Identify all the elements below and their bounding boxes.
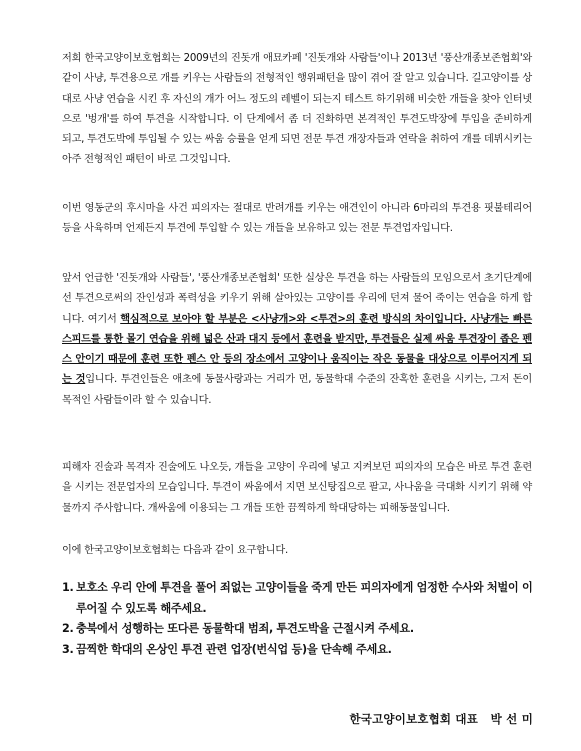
paragraph-testimony	[62, 458, 532, 519]
paragraph-testimony-text: 피해자 진술과 목격자 진술에도 나오듯, 개들을 고양이 우리에 넣고 지켜보던 피의자의 모습은 바로 투견 훈련을 시키는 전문업자의 모습입니다. 투견이 싸움에서 지면 보신탕집으로 팔고, 사나움을 극대화 시키기 위해 약물까지 주사합니다. 개싸움에 이용되는 그 개들 또한 끔찍하게 학대당하는 피해동물입니다.	[62, 462, 532, 514]
paragraph-intro	[62, 49, 532, 171]
paragraph-demand-intro	[62, 541, 532, 561]
demand-number: 1.	[62, 581, 74, 594]
paragraph-training-part2: 입니다. 투견인들은 애초에 동물사랑과는 거리가 먼, 동물학대 수준의 잔혹한 훈련을 시키는, 그저 돈이 목적인 사람들이라 할 수 있습니다.	[62, 374, 533, 406]
paragraph-intro-text: 저희 한국고양이보호협회는 2009년의 진돗개 애묘카페 '진돗개와 사람들'이나 2013년 '풍산개종보존협회'와 같이 사냥, 투견용으로 개를 키우는 사람들의 전형적인 행위패턴을 많이 겪어 잘 알고 있습니다. 길고양이를 상대로 사냥 연습을 시킨 후 자신의 개가 어느 정도의 레벨이 되는지 테스트 하기위해 비슷한 개들을 찾아 인터넷으로 '벙개'를 하여 투견을 시작합니다. 이 단계에서 좀 더 진화하면 본격적인 투견도박장에 투입을 준비하게 되고, 투견도박에 투입될 수 있는 싸움 승률을 얻게 되면 전문 투견 개장자들과 연락을 취하여 개를 데뷔시키는 아주 전형적인 패턴이 바로 그것입니다.	[62, 53, 532, 166]
paragraph-demand-intro-text: 이에 한국고양이보호협회는 다음과 같이 요구합니다.	[62, 545, 288, 556]
demand-item	[62, 640, 542, 661]
demand-text: 끔찍한 학대의 온상인 투견 관련 업장(번식업 등)을 단속해 주세요.	[76, 642, 392, 656]
paragraph-suspect	[62, 199, 532, 240]
paragraph-training-emphasis: 핵심적으로 보아야 할 부분은 <사냥개>와 <투견>의 훈련 방식의 차이입니다. 사냥개는 빠른 스피드를 통한 몰기 연습을 위해 넓은 산과 대지 등에서 훈련을 받지만, 투견들은 실제 싸움 투견장이 좁은 펜스 안이기 때문에 훈련 또한 펜스 안 등의 장소에서 고양이나 움직이는 작은 동물을 대상으로 이루어지게 되는 것	[62, 313, 533, 386]
demand-text: 보호소 우리 안에 투견을 풀어 죄없는 고양이들을 죽게 만든 피의자에게 엄정한 수사와 처벌이 이루어질 수 있도록 해주세요.	[76, 581, 533, 615]
paragraph-suspect-text: 이번 영동군의 후시마을 사건 피의자는 절대로 반려개를 키우는 애견인이 아니라 6마리의 투견용 핏불테리어 등을 사육하며 언제든지 투견에 투입할 수 있는 개들을 보유하고 있는 전문 투견업자입니다.	[62, 203, 532, 235]
demand-text: 충북에서 성행하는 또다른 동물학대 범죄, 투견도박을 근절시켜 주세요.	[76, 622, 414, 635]
signature: 한국고양이보호협회 대표 박 선 미	[349, 712, 533, 726]
paragraph-training	[62, 269, 532, 411]
demand-list	[62, 578, 542, 660]
demand-item	[62, 578, 542, 619]
demand-number: 2.	[62, 622, 74, 635]
paragraph-training-part1: 앞서 언급한 '진돗개와 사람들', '풍산개종보존협회' 또한 실상은 투견을 하는 사람들의 모임으로서 초기단계에선 투견으로써의 잔인성과 폭력성을 키우기 위해 살아있는 고양이를 우리에 던져 물어 죽이는 연습을 하게 합니다. 여기서	[62, 273, 532, 325]
demand-number: 3.	[62, 642, 74, 656]
demand-item	[62, 619, 542, 640]
